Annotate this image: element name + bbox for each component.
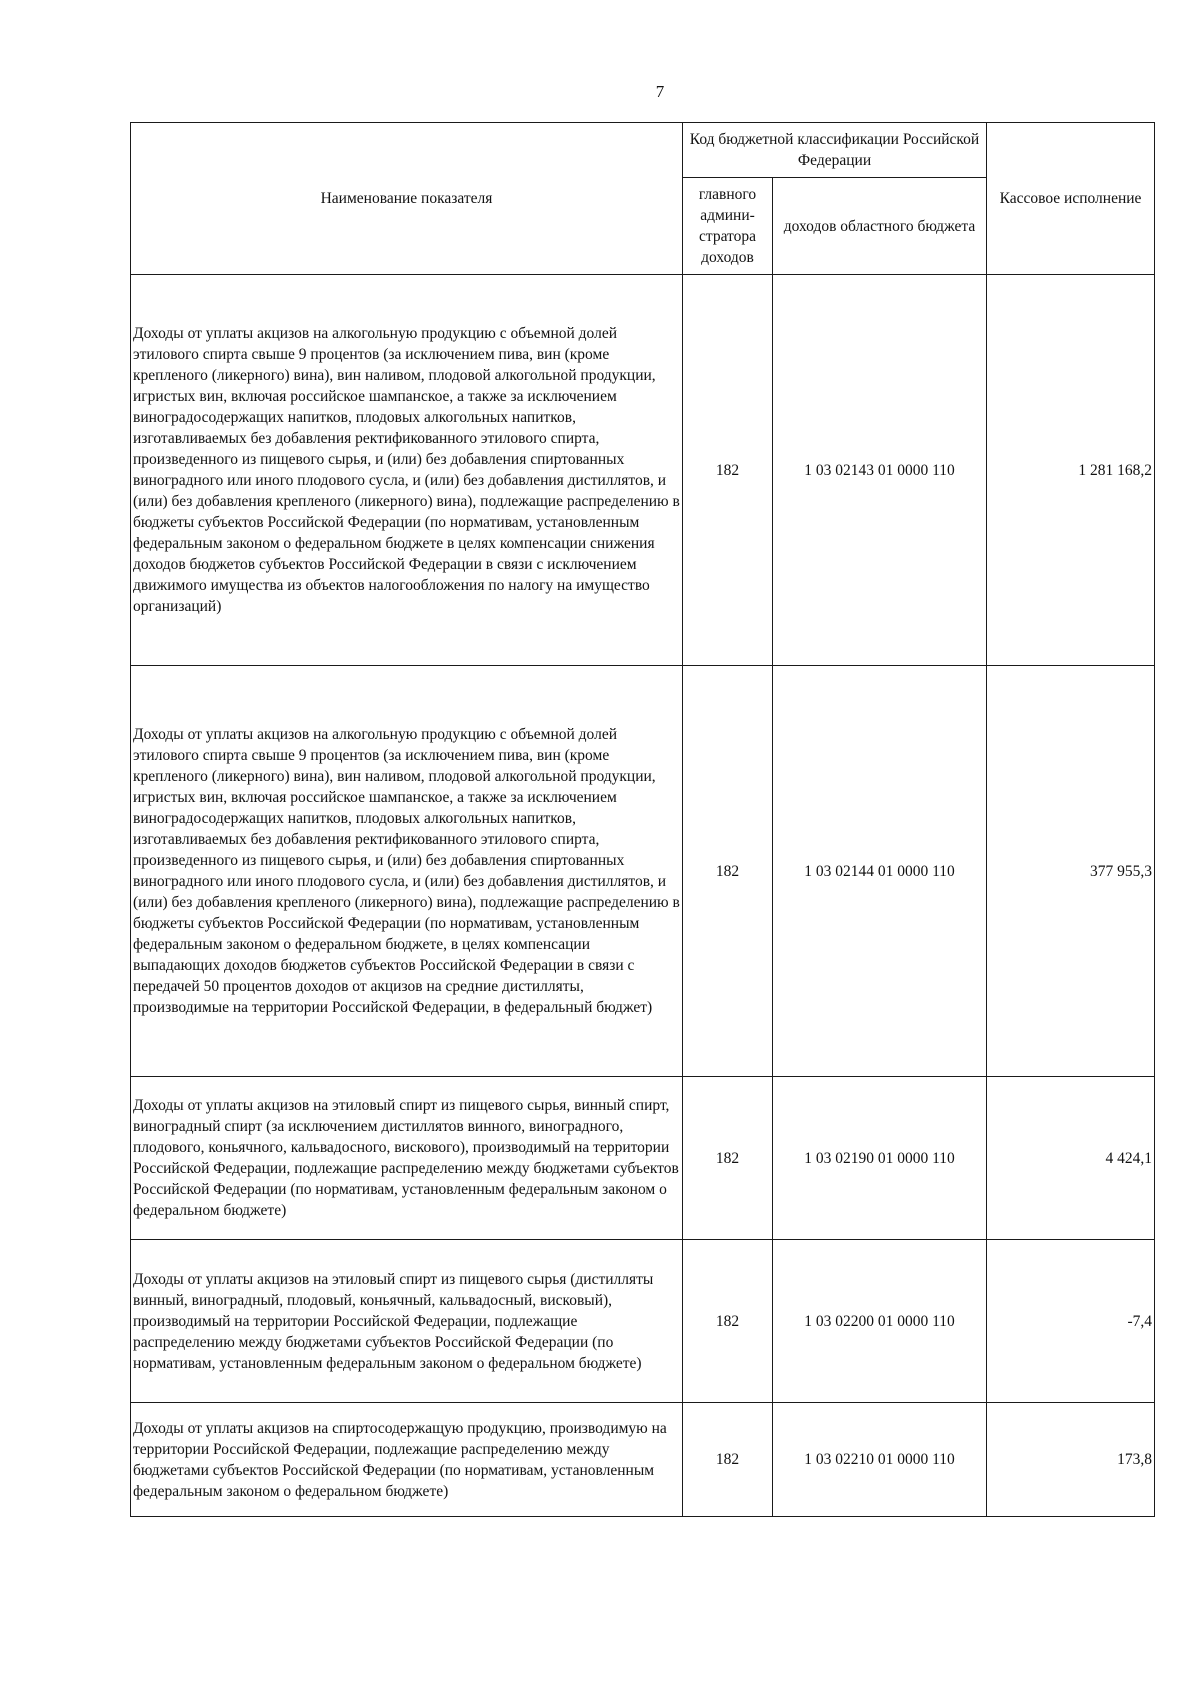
revenue-code: 1 03 02143 01 0000 110 — [773, 275, 987, 666]
header-classification-code: Код бюджетной классификации Российской Федерации — [683, 123, 987, 178]
administrator-code: 182 — [683, 666, 773, 1077]
cash-execution-value: 4 424,1 — [987, 1077, 1155, 1240]
indicator-name: Доходы от уплаты акцизов на этиловый спирт из пищевого сырья (дистилляты винный, виноградный, плодовый, коньячный, кальвадосный, висковый), производимый на территории Российской Федерации, подлежащие распределению между бюджетами субъектов Российской Федерации (по нормативам, установленным федеральным законом о федеральном бюджете) — [131, 1240, 683, 1403]
header-chief-administrator: главного админи-стратора доходов — [683, 178, 773, 275]
header-indicator-name: Наименование показателя — [131, 123, 683, 275]
cash-execution-value: 1 281 168,2 — [987, 275, 1155, 666]
table-row — [131, 1077, 1155, 1240]
administrator-code: 182 — [683, 1077, 773, 1240]
administrator-code: 182 — [683, 1240, 773, 1403]
revenue-code: 1 03 02144 01 0000 110 — [773, 666, 987, 1077]
indicator-name: Доходы от уплаты акцизов на этиловый спирт из пищевого сырья, винный спирт, виноградный спирт (за исключением дистиллятов винного, виноградного, плодового, коньячного, кальвадосного, вискового), производимый на территории Российской Федерации, подлежащие распределению между бюджетами субъектов Российской Федерации (по нормативам, установленным федеральным законом о федеральном бюджете) — [131, 1077, 683, 1240]
page-number: 7 — [655, 82, 665, 101]
indicator-name: Доходы от уплаты акцизов на алкогольную продукцию с объемной долей этилового спирта свыше 9 процентов (за исключением пива, вин (кроме крепленого (ликерного) вина), вин наливом, плодовой алкогольной продукции, игристых вин, включая российское шампанское, а также за исключением виноградосодержащих напитков, плодовых алкогольных напитков, изготавливаемых без добавления ректификованного этилового спирта, произведенного из пищевого сырья, и (или) без добавления спиртованных виноградного или иного плодового сусла, и (или) без добавления дистиллятов, и (или) без добавления крепленого (ликерного) вина), подлежащие распределению в бюджеты субъектов Российской Федерации (по нормативам, установленным федеральным законом о федеральном бюджете, в целях компенсации выпадающих доходов бюджетов субъектов Российской Федерации в связи с передачей 50 процентов доходов от акцизов на средние дистилляты, производимые на территории Российской Федерации, в федеральный бюджет) — [131, 666, 683, 1077]
revenue-code: 1 03 02200 01 0000 110 — [773, 1240, 987, 1403]
revenue-code: 1 03 02190 01 0000 110 — [773, 1077, 987, 1240]
table-row — [131, 275, 1155, 666]
indicator-name: Доходы от уплаты акцизов на спиртосодержащую продукцию, производимую на территории Российской Федерации, подлежащие распределению между бюджетами субъектов Российской Федерации (по нормативам, установленным федеральным законом о федеральном бюджете) — [131, 1403, 683, 1517]
cash-execution-value: 173,8 — [987, 1403, 1155, 1517]
header-row-top — [131, 123, 1155, 178]
table-row — [131, 1403, 1155, 1517]
administrator-code: 182 — [683, 1403, 773, 1517]
indicator-name: Доходы от уплаты акцизов на алкогольную продукцию с объемной долей этилового спирта свыше 9 процентов (за исключением пива, вин (кроме крепленого (ликерного) вина), вин наливом, плодовой алкогольной продукции, игристых вин, включая российское шампанское, а также за исключением виноградосодержащих напитков, плодовых алкогольных напитков, изготавливаемых без добавления ректификованного этилового спирта, произведенного из пищевого сырья, и (или) без добавления спиртованных виноградного или иного плодового сусла, и (или) без добавления дистиллятов, и (или) без добавления крепленого (ликерного) вина), подлежащие распределению в бюджеты субъектов Российской Федерации (по нормативам, установленным федеральным законом о федеральном бюджете в целях компенсации снижения доходов бюджетов субъектов Российской Федерации в связи с исключением движимого имущества из объектов налогообложения по налогу на имущество организаций) — [131, 275, 683, 666]
table-row — [131, 666, 1155, 1077]
cash-execution-value: -7,4 — [987, 1240, 1155, 1403]
revenue-code: 1 03 02210 01 0000 110 — [773, 1403, 987, 1517]
header-regional-revenue-code: доходов областного бюджета — [773, 178, 987, 275]
table-row — [131, 1240, 1155, 1403]
header-cash-execution: Кассовое исполнение — [987, 123, 1155, 275]
cash-execution-value: 377 955,3 — [987, 666, 1155, 1077]
budget-revenue-table — [130, 122, 1155, 1517]
administrator-code: 182 — [683, 275, 773, 666]
